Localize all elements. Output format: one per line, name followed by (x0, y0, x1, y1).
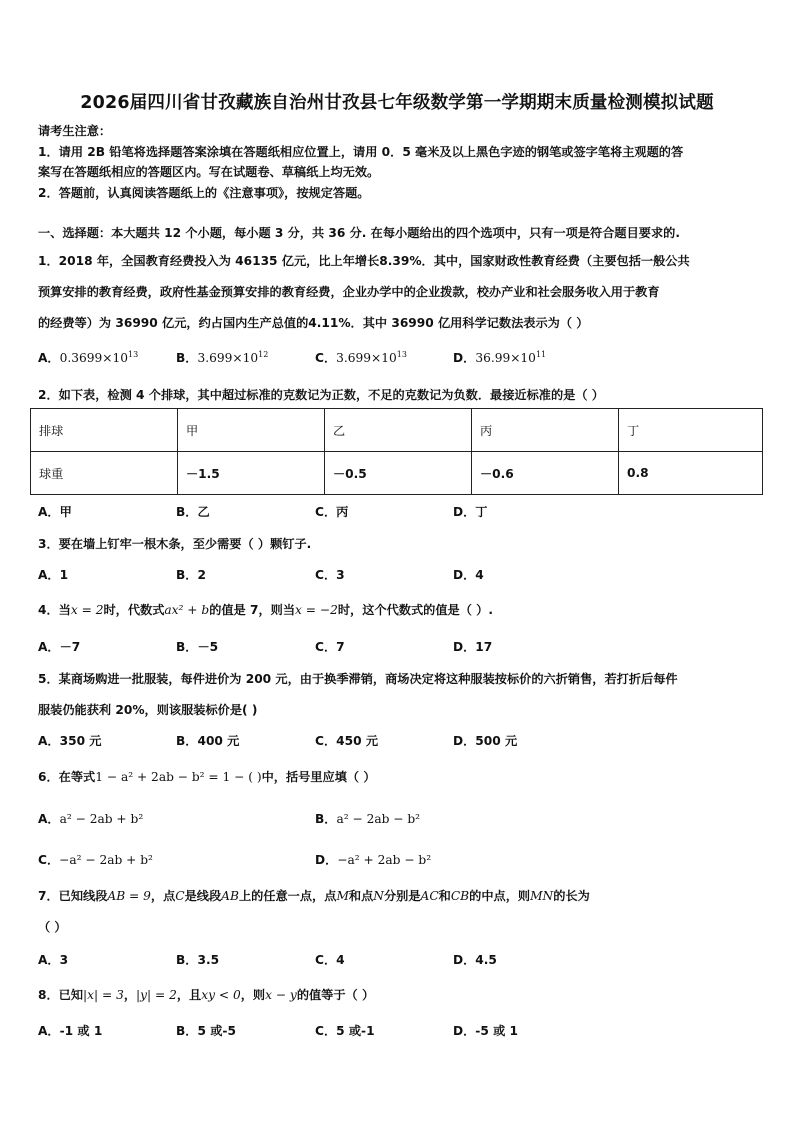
q3-option-a[interactable]: A．1 (38, 568, 69, 582)
q2-option-b[interactable]: B．乙 (176, 505, 210, 519)
q2-option-d[interactable]: D．丁 (453, 505, 488, 519)
q5-option-b[interactable]: B．400 元 (176, 734, 240, 748)
q1-option-b[interactable]: B．$3.699\times 10^{12}$ (176, 350, 269, 365)
table-cell: －0.5 (325, 452, 472, 495)
table-cell: 甲 (178, 409, 325, 452)
q3-option-d[interactable]: D．4 (453, 568, 484, 582)
q6-option-c[interactable]: C．−a² − 2ab + b² (38, 853, 153, 867)
q3-stem: 3．要在墙上钉牢一根木条，至少需要（ ）颗钉子. (38, 537, 312, 551)
q1-line-2: 预算安排的教育经费，政府性基金预算安排的教育经费，企业办学中的企业拨款，校办产业和社会服务收入用于教育 (38, 285, 660, 299)
notice-item-1a: 1．请用 2B 铅笔将选择题答案涂填在答题纸相应位置上，请用 0．5 毫米及以上黑色字迹的钢笔或签字笔将主观题的答 (38, 145, 684, 159)
table-cell: －0.6 (472, 452, 619, 495)
q7-stem: 7．已知线段AB = 9，点C是线段AB上的任意一点，点M和点N分别是AC和CB的中点，则MN的长为 (38, 889, 590, 903)
q2-stem: 2．如下表，检测 4 个排球，其中超过标准的克数记为正数，不足的克数记为负数．最接近标准的是（ ） (38, 388, 604, 402)
table-cell: 丙 (472, 409, 619, 452)
q5-line-1: 5．某商场购进一批服装，每件进价为 200 元，由于换季滞销，商场决定将这种服装按标价的六折销售，若打折后每件 (38, 672, 678, 686)
q3-option-c[interactable]: C．3 (315, 568, 345, 582)
q1-option-a[interactable]: A．$0.3699\times 10^{13}$ (38, 350, 139, 365)
q5-line-2: 服装仍能获利 20%，则该服装标价是( ) (38, 703, 258, 717)
q7-option-d[interactable]: D．4.5 (453, 953, 497, 967)
q1-option-d[interactable]: D．$36.99\times 10^{11}$ (453, 350, 547, 365)
q4-option-d[interactable]: D．17 (453, 640, 493, 654)
q8-option-a[interactable]: A．-1 或 1 (38, 1024, 103, 1038)
q7-option-a[interactable]: A．3 (38, 953, 69, 967)
q8-option-b[interactable]: B．5 或-5 (176, 1024, 236, 1038)
q2-option-c[interactable]: C．丙 (315, 505, 349, 519)
table-cell: 球重 (31, 452, 178, 495)
notice-item-2: 2．答题前，认真阅读答题纸上的《注意事项》，按规定答题。 (38, 186, 370, 200)
q4-option-c[interactable]: C．7 (315, 640, 345, 654)
q4-option-a[interactable]: A．－7 (38, 640, 81, 654)
q1-option-c[interactable]: C．$3.699\times 10^{13}$ (315, 350, 407, 365)
table-cell: 乙 (325, 409, 472, 452)
q8-option-d[interactable]: D．-5 或 1 (453, 1024, 518, 1038)
q6-stem: 6．在等式1 − a² + 2ab − b² = 1 − ( )中，括号里应填（ ） (38, 770, 376, 784)
q7-option-b[interactable]: B．3.5 (176, 953, 220, 967)
q4-option-b[interactable]: B．－5 (176, 640, 219, 654)
q8-stem: 8．已知|x| = 3，|y| = 2，且xy < 0，则x − y的值等于（ ） (38, 988, 375, 1002)
q6-option-d[interactable]: D．−a² + 2ab − b² (315, 853, 432, 867)
q3-option-b[interactable]: B．2 (176, 568, 206, 582)
q7-line-2: （ ） (38, 920, 67, 934)
q8-option-c[interactable]: C．5 或-1 (315, 1024, 375, 1038)
section-heading: 一、选择题：本大题共 12 个小题，每小题 3 分，共 36 分. 在每小题给出的四个选项中，只有一项是符合题目要求的. (38, 226, 680, 240)
q5-option-a[interactable]: A．350 元 (38, 734, 102, 748)
volleyball-weight-table (30, 408, 763, 495)
q6-option-b[interactable]: B．a² − 2ab − b² (315, 812, 421, 826)
page-title: 2026届四川省甘孜藏族自治州甘孜县七年级数学第一学期期末质量检测模拟试题 (80, 93, 714, 113)
table-cell: －1.5 (178, 452, 325, 495)
q5-option-c[interactable]: C．450 元 (315, 734, 379, 748)
q5-option-d[interactable]: D．500 元 (453, 734, 518, 748)
table-cell: 丁 (619, 409, 763, 452)
notice-heading: 请考生注意： (38, 124, 112, 138)
q6-option-a[interactable]: A．a² − 2ab + b² (38, 812, 144, 826)
q1-line-3: 的经费等）为 36990 亿元，约占国内生产总值的4.11%．其中 36990 亿用科学记数法表示为（ ） (38, 316, 589, 330)
notice-item-1b: 案写在答题纸相应的答题区内。写在试题卷、草稿纸上均无效。 (38, 165, 380, 179)
table-cell: 0.8 (619, 452, 763, 495)
q4-stem: 4．当x = 2时，代数式ax² + b的值是 7，则当x = −2时，这个代数式的值是（ ）. (38, 603, 493, 617)
table-row (31, 452, 763, 495)
table-row (31, 409, 763, 452)
q2-option-a[interactable]: A．甲 (38, 505, 72, 519)
q7-option-c[interactable]: C．4 (315, 953, 345, 967)
q1-line-1: 1．2018 年，全国教育经费投入为 46135 亿元，比上年增长8.39%．其中，国家财政性教育经费（主要包括一般公共 (38, 254, 690, 268)
table-cell: 排球 (31, 409, 178, 452)
